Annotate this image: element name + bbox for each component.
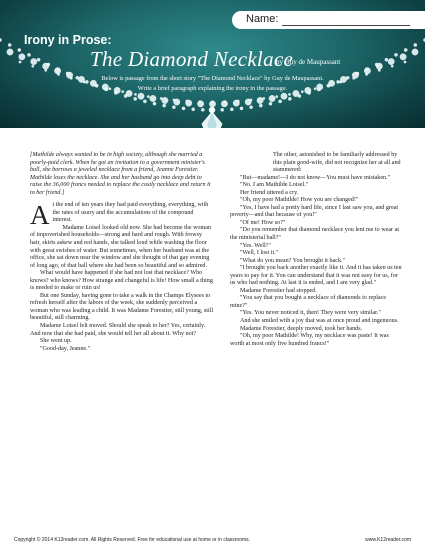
necklace-bead <box>237 100 239 102</box>
necklace-bead <box>298 94 301 97</box>
necklace-bead <box>412 49 418 55</box>
passage-paragraph: "Do you remember that diamond necklace you lent me to wear at the ministerial ball?" <box>230 227 400 242</box>
necklace-bead <box>37 58 40 61</box>
necklace-bead <box>134 97 137 100</box>
necklace-bead <box>186 100 188 102</box>
name-box <box>232 11 425 29</box>
passage-paragraph: Madame Loisel felt moved. Should she speak to her? Yes, certainly. And now that she had paid, she would tell her all about it. Why not? <box>30 323 206 337</box>
necklace-bead <box>192 108 195 111</box>
necklace-bead <box>230 108 233 111</box>
passage-paragraph: "You say that you bought a necklace of diamonds to replace mine?" <box>230 295 387 309</box>
necklace-bead <box>76 76 79 79</box>
necklace-bead <box>173 99 175 101</box>
passage-paragraph: Madame Forestier, deeply moved, took her hands. <box>240 325 363 332</box>
necklace-bead <box>172 106 175 109</box>
necklace-bead <box>257 97 263 103</box>
necklace-bead <box>70 77 72 79</box>
necklace-bead <box>281 93 287 99</box>
necklace-bead <box>182 107 185 110</box>
necklace-bead <box>375 63 378 66</box>
passage-paragraph: Madame Loisel looked old now. She had become the woman of impoverished households—strong and hard and rough. With frowsy hair, skirts askew and red hands, she talked loud while washing the floor with great swishes of water. But sometimes, when her husband was at the office, she sat down near the window and she thought of that gay evening of long ago, of that ball where she had been so beautiful and so admired. <box>30 224 212 269</box>
website-link[interactable]: www.K12reader.com <box>365 537 411 543</box>
necklace-bead <box>134 93 136 95</box>
necklace-bead <box>8 43 11 46</box>
passage-paragraph: The other, astonished to be familiarly addressed by this plain good-wife, did not recognize her at all and stammered: <box>273 152 401 174</box>
necklace-bead <box>19 54 25 60</box>
passage-paragraph: "Of me! How so?" <box>240 219 286 226</box>
passage-paragraph: "Yes. Well?" <box>240 242 271 249</box>
necklace-bead <box>32 65 34 67</box>
necklace-bead <box>162 97 168 103</box>
passage-paragraph: "Well, I lost it." <box>240 250 279 257</box>
necklace-bead <box>57 73 59 75</box>
necklace-bead <box>353 77 355 79</box>
necklace-bead <box>160 97 162 99</box>
necklace-bead <box>0 38 2 41</box>
necklace-bead <box>201 108 204 111</box>
instruction-line: Below is passage from the short story "The Diamond Necklace" by Guy de Maupassant. <box>101 75 324 82</box>
passage-paragraph: "But—madame!—I do not know—You must have mistaken." <box>240 174 391 181</box>
necklace-bead <box>346 76 349 79</box>
passage-paragraph: "What do you mean? You brought it back." <box>240 257 345 264</box>
necklace-bead <box>199 101 201 103</box>
passage-paragraph: But one Sunday, having gone to take a walk in the Champs Elysees to refresh herself after the labors of the week, she suddenly perceived a woman who was leading a child. It was Madame Forestier, still young, still beautiful, still charming. <box>30 292 214 322</box>
passage-paragraph: She went up. <box>40 338 72 345</box>
necklace-bead <box>153 102 156 105</box>
necklace-bead <box>224 101 226 103</box>
necklace-bead <box>124 94 127 97</box>
necklace-bead <box>221 108 224 111</box>
necklace-bead <box>391 65 393 67</box>
passage-paragraph: And she smiled with a joy that was at once proud and ingenuous. <box>240 318 399 325</box>
necklace-bead <box>250 99 252 101</box>
necklace-bead <box>31 58 37 64</box>
necklace-bead <box>47 63 50 66</box>
copyright-notice: Copyright © 2014 K12reader.com. All Rights Reserved. Free for educational use at home or in classrooms. <box>14 537 251 543</box>
necklace-bead <box>259 104 262 107</box>
passage-opening <box>30 200 214 231</box>
necklace-bead <box>276 95 278 97</box>
necklace-bead <box>288 97 291 100</box>
necklace-bead <box>7 49 13 55</box>
necklace-bead <box>394 53 397 56</box>
passage-paragraph: "Oh, my poor Mathilde! How you are changed!" <box>240 197 359 204</box>
necklace-bead <box>138 93 144 99</box>
necklace-bead <box>400 54 406 60</box>
necklace-bead <box>378 69 380 71</box>
necklace-bead <box>414 43 417 46</box>
necklace-bead <box>147 95 149 97</box>
worksheet-label: Irony in Prose: <box>24 33 112 47</box>
passage-paragraph: "I brought you back another exactly like it. And it has taken us ten years to pay for it. You can understand that it was not easy for us, for us who had nothing. At last it is ended, and I am very glad." <box>230 265 402 287</box>
necklace-bead <box>279 100 282 103</box>
passage-paragraph: "No. I am Mathilde Loisel." <box>240 182 309 189</box>
necklace-bead <box>404 48 407 51</box>
necklace-bead <box>143 100 146 103</box>
passage-paragraph: Her friend uttered a cry. <box>240 189 299 196</box>
necklace-bead <box>27 53 30 56</box>
necklace-bead <box>150 95 156 101</box>
instructions <box>80 74 345 93</box>
passage-paragraph: "Good-day, Jeanne." <box>40 345 91 352</box>
instruction-line: Write a brief paragraph explaining the irony in the passage. <box>137 84 288 92</box>
necklace-bead <box>365 73 367 75</box>
summary-text: [Mathilde always wanted to be in high society, although she married a poorly-paid clerk. When he got an invitation to a government minister's ball, she borrows a jeweled necklace from a friend, Jeanne Forestier. Mathilde loses the necklace. She and her husband go into deep debt to raise the 36,000 francs needed to replace the costly necklace and return it to her friend.] <box>30 152 211 196</box>
passage-left-column <box>30 152 214 353</box>
necklace-bead <box>404 61 406 63</box>
necklace-bead <box>240 107 243 110</box>
passage-paragraph: What would have happened if she had not lost that necklace? Who knows? who knows? How strange and changeful is life! How small a thing is needed to make or ruin us! <box>30 270 213 292</box>
story-summary <box>30 152 214 197</box>
header-banner <box>0 0 425 128</box>
story-author: by Guy de Maupassant <box>276 58 341 66</box>
necklace-bead <box>19 61 21 63</box>
drop-cap: A <box>30 200 50 231</box>
necklace-bead <box>45 69 47 71</box>
passage-paragraph: "Yes, I have had a pretty hard life, since I last saw you, and great poverty—and that because of you!" <box>230 204 399 219</box>
necklace-bead <box>385 58 388 61</box>
necklace-bead <box>211 101 213 103</box>
necklace-bead <box>18 48 21 51</box>
name-label: Name: <box>246 13 279 25</box>
necklace-bead <box>388 58 394 64</box>
necklace-bead <box>250 106 253 109</box>
story-title: The Diamond Necklace <box>90 47 294 71</box>
necklace-bead <box>263 97 265 99</box>
pendant-gem <box>202 107 222 128</box>
necklace-bead <box>288 93 290 95</box>
passage-right-column <box>230 152 402 348</box>
name-field[interactable] <box>282 25 410 26</box>
necklace-bead <box>163 104 166 107</box>
passage-paragraph: "Oh, my poor Mathilde! Why, my necklace was paste! It was worth at most only five hundred francs!" <box>230 333 389 347</box>
passage-paragraph: Madame Forestier had stopped. <box>240 287 317 294</box>
necklace-bead <box>356 72 359 75</box>
necklace-bead <box>269 95 275 101</box>
necklace-bead <box>66 72 69 75</box>
necklace-bead <box>269 102 272 105</box>
necklace-bead <box>365 68 368 71</box>
passage-paragraph: "Yes. You never noticed it, then! They were very similar." <box>240 310 381 317</box>
necklace-bead <box>56 68 59 71</box>
opening-text: t the end of ten years they had paid everything, everything, with the rates of usury and the accumulations of the compound interest. <box>52 202 209 224</box>
